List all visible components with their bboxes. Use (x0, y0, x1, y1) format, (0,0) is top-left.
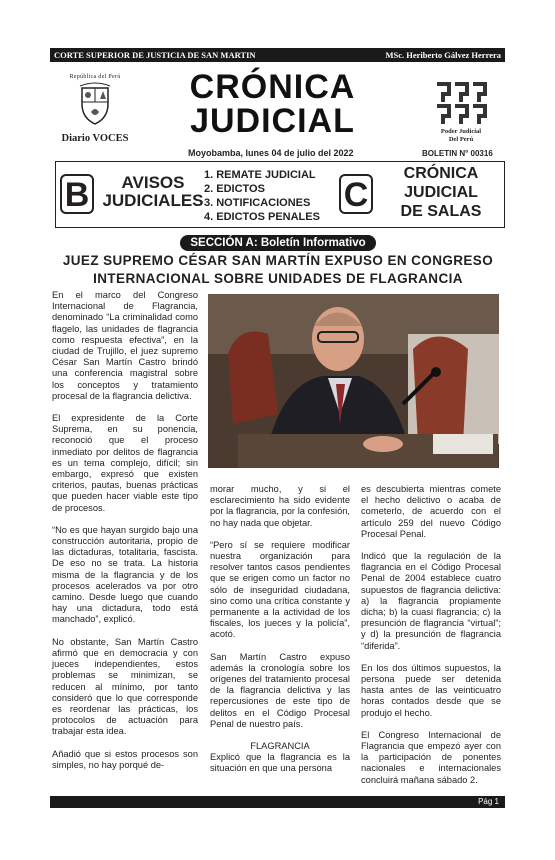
court-name: CORTE SUPERIOR DE JUSTICIA DE SAN MARTIN (54, 50, 256, 60)
dateline: Moyobamba, lunes 04 de julio del 2022 (188, 148, 354, 158)
cronica-line2: JUDICIAL (404, 184, 478, 201)
paragraph: es descubierta mientras comete el hecho delictivo o acaba de cometerlo, de acuerdo con el artículo 259 del nuevo Código Procesal Penal. (361, 484, 501, 539)
pj-name-line1: Poder Judicial (440, 128, 482, 135)
article-column-2 (210, 484, 350, 786)
list-item: 4. EDICTOS PENALES (204, 211, 320, 223)
cronica-line3: DE SALAS (400, 203, 482, 220)
paragraph: No obstante, San Martín Castro afirmó que en democracia y con jueces independientes, estos problemas se minimizan, se reducen al mínimo, por tanto consideró que lo que corresponde es reordenar las prácticas, los protocolos de actuación para trabajar esta idea. (52, 636, 198, 737)
masthead-title (160, 70, 385, 138)
paragraph: El expresidente de la Corte Suprema, en su ponencia, reconoció que el proceso inmediato por delitos de flagrancia es un tema complejo, difícil; sin embargo, expresó que existen criterios, pautas, buenas prácticas que pueden hacer viable este tipo de procesos. (52, 413, 198, 513)
paragraph: morar mucho, y si el esclarecimiento ha sido evidente por la flagrancia, por la confesión, no hay nada que objetar. (210, 484, 350, 528)
peru-coat-of-arms-icon (78, 82, 112, 126)
avisos-line1: AVISOS (121, 173, 185, 192)
page-number: Pág 1 (478, 797, 499, 806)
avisos-line2: JUDICIALES (102, 191, 204, 210)
crest-arc-text: República del Perú (69, 74, 121, 80)
avisos-judiciales-title (98, 174, 208, 210)
paragraph: “No es que hayan surgido bajo una construcción autoritaria, propio de las dictaduras, totalitaria, fascista. De eso no se trata. La historia misma de la flagrancia y de los procesos acelerados va por otro camino. Desde luego que cuando hay una dictadura, todo está manchado”, explicó. (52, 524, 198, 625)
article-column-1 (52, 290, 198, 782)
speaker-photo-illustration (208, 294, 499, 468)
cronica-line1: CRÓNICA (403, 165, 479, 182)
article-column-3 (361, 484, 501, 797)
pj-name-line2: Del Perú (448, 136, 474, 143)
bulletin-number: BOLETIN N° 00316 (422, 149, 493, 158)
diario-voces-crest (55, 74, 135, 156)
poder-judicial-name (428, 128, 494, 144)
masthead-line2: JUDICIAL (190, 102, 355, 140)
list-item: 2. EDICTOS (204, 183, 265, 195)
paragraph: En los dos últimos supuestos, la persona puede ser detenida hasta antes de las veinticuatro horas contados desde que se produjo el hecho. (361, 662, 501, 718)
paragraph: En el marco del Congreso Internacional de Flagrancia, denominado “La criminalidad como flagelo, las unidades de flagrancia como respuesta efectiva”, en la ciudad de Trujillo, el juez supremo César San Martín Castro brindó una conferencia magistral sobre los conceptos y tratamiento procesal de la flagrancia delictiva. (52, 290, 198, 401)
article-headline: JUEZ SUPREMO CÉSAR SAN MARTÍN EXPUSO EN CONGRESO INTERNACIONAL SOBRE UNIDADES DE FLAGRANCIA (62, 253, 494, 286)
paragraph: Indicó que la regulación de la flagrancia en el Código Procesal Penal de 2004 establece cuatro supuestos de flagrancia delictiva: a) la flagrancia propiamente dicha; b) la cuasi flagrancia; c) la presunción de flagrancia “virtual”; y d) la presunción de flagrancia “diferida”. (361, 551, 501, 651)
paragraph: El Congreso Internacional de Flagrancia que empezó ayer con la participación de ponentes nacionales e internacionales concluirá mañana sábado 2. (361, 729, 501, 785)
diario-voces-label: Diario VOCES (61, 133, 129, 144)
editor-name: MSc. Heriberto Gálvez Herrera (385, 50, 501, 60)
avisos-list (204, 168, 320, 224)
subheading-flagrancia: FLAGRANCIA (250, 741, 310, 752)
letter-c: C (339, 174, 373, 214)
cronica-de-salas-title (378, 164, 504, 221)
masthead-line1: CRÓNICA (189, 68, 356, 106)
sections-box (55, 161, 505, 228)
poder-judicial-logo-icon (433, 80, 489, 126)
paragraph: Explicó que la flagrancia es la situación en que una persona (210, 752, 350, 774)
list-item: 1. REMATE JUDICIAL (204, 169, 316, 181)
paragraph: Añadió que si estos procesos son simples, no hay porqué de- (52, 748, 198, 770)
list-item: 3. NOTIFICACIONES (204, 197, 311, 209)
paragraph: San Martín Castro expuso además la cronología sobre los orígenes del tratamiento procesal de la flagrancia delictiva y las repercusiones de este tipo de delitos en el Código Procesal Penal de nuestro país. (210, 651, 350, 729)
footer-bar (50, 796, 505, 808)
speaker-photo (208, 294, 499, 468)
letter-b: B (60, 174, 94, 214)
section-label: SECCIÓN A: Boletín Informativo (180, 235, 376, 251)
top-bar (50, 48, 505, 62)
paragraph: “Pero sí se requiere modificar nuestra organización para resolver tantos casos pendientes que se erigen como un factor no sólo de inseguridad ciudadana, sino como una crítica constante y permanente a la actividad de los fiscales, los jueces y la policía”, acotó. (210, 539, 350, 640)
